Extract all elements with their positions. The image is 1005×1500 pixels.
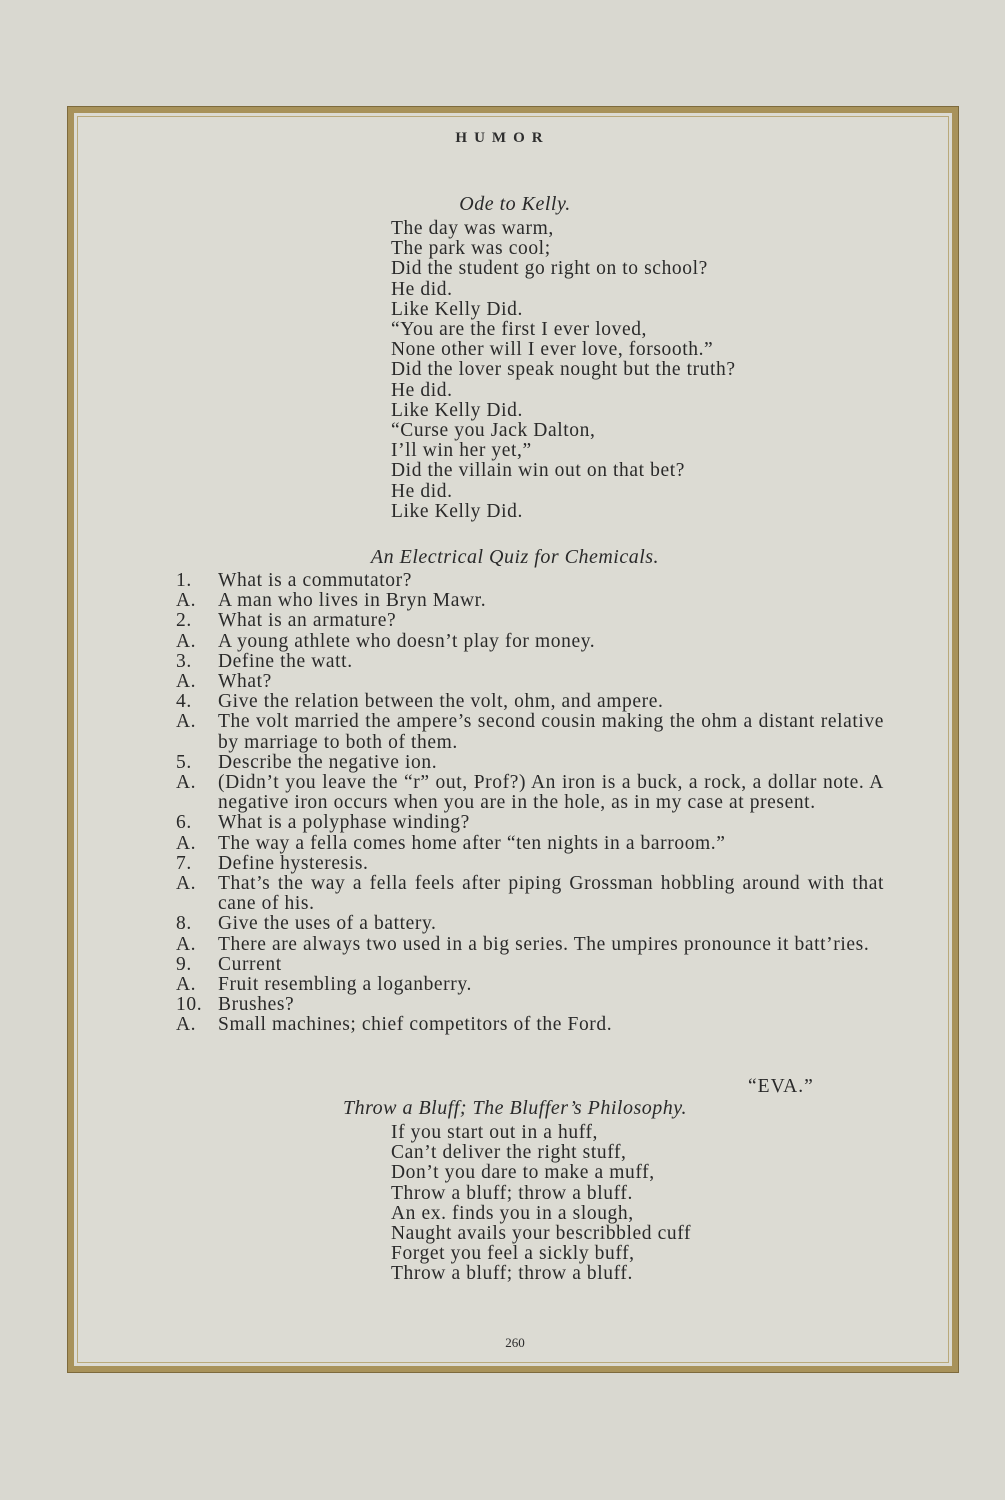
- verse-line: An ex. finds you in a slough,: [391, 1202, 634, 1224]
- quiz-item-text: (Didn’t you leave the “r” out, Prof?) An iron is a buck, a rock, a dollar note. A negative iron occurs when you are in the hole, as in my case at present.: [218, 772, 884, 814]
- quiz-item-label: 9.: [176, 953, 192, 975]
- quiz-item: [176, 914, 884, 934]
- verse-line: Like Kelly Did.: [391, 399, 523, 421]
- quiz-item-text: There are always two used in a big series. The umpires pronounce it batt’ries.: [218, 933, 870, 955]
- quiz-item-text: Describe the negative ion.: [218, 751, 438, 773]
- quiz-item-text: Current: [218, 953, 282, 975]
- quiz-item-label: A.: [176, 832, 197, 854]
- quiz-item-label: A.: [176, 974, 197, 996]
- quiz-item-label: 4.: [176, 691, 192, 713]
- bluff-verse: [391, 1123, 691, 1285]
- verse-line: He did.: [391, 278, 453, 300]
- quiz-item-label: 6.: [176, 812, 192, 834]
- verse-line: The day was warm,: [391, 218, 554, 239]
- quiz-item-label: A.: [176, 873, 197, 895]
- quiz-item-label: A.: [176, 933, 197, 955]
- quiz-item-text: Give the uses of a battery.: [218, 913, 437, 935]
- verse-line: Naught avails your bescribbled cuff: [391, 1223, 692, 1245]
- verse-line: Forget you feel a sickly buff,: [391, 1243, 635, 1265]
- quiz-item: [176, 611, 884, 631]
- verse-line: Don’t you dare to make a muff,: [391, 1162, 655, 1184]
- quiz-item: [176, 632, 884, 652]
- page-number: 260: [505, 1335, 525, 1350]
- quiz-item-text: A young athlete who doesn’t play for money.: [218, 630, 596, 652]
- quiz-item: [176, 672, 884, 692]
- verse-line: Like Kelly Did.: [391, 298, 523, 320]
- quiz-item: [176, 874, 884, 914]
- quiz-item-label: 1.: [176, 570, 192, 591]
- quiz-item: [176, 753, 884, 773]
- verse-line: If you start out in a huff,: [391, 1122, 599, 1143]
- verse-line: “You are the first I ever loved,: [391, 319, 648, 341]
- quiz-item-label: A.: [176, 711, 197, 733]
- quiz-item-text: A man who lives in Bryn Mawr.: [218, 590, 487, 612]
- quiz-item: [176, 591, 884, 611]
- quiz-item: [176, 995, 884, 1015]
- quiz-item-text: Fruit resembling a loganberry.: [218, 974, 472, 996]
- quiz-item-label: 7.: [176, 852, 192, 874]
- quiz-item: [176, 1015, 884, 1035]
- quiz-item: [176, 935, 884, 955]
- quiz-item: [176, 692, 884, 712]
- quiz-item-text: What is a commutator?: [218, 570, 412, 591]
- quiz-item-text: The volt married the ampere’s second cousin making the ohm a distant relative by marriage to both of them.: [218, 711, 884, 753]
- verse-line: Like Kelly Did.: [391, 500, 523, 522]
- quiz-item: [176, 773, 884, 813]
- quiz-item: [176, 712, 884, 752]
- quiz-signature: “EVA.”: [748, 1076, 814, 1097]
- verse-line: Throw a bluff; throw a bluff.: [391, 1263, 633, 1285]
- quiz-item-text: Small machines; chief competitors of the Ford.: [218, 1014, 613, 1036]
- quiz-item: [176, 854, 884, 874]
- verse-line: The park was cool;: [391, 238, 551, 260]
- quiz-item-label: A.: [176, 630, 197, 652]
- quiz-item: [176, 955, 884, 975]
- quiz-item-label: 3.: [176, 650, 192, 672]
- quiz-item-text: What?: [218, 671, 272, 693]
- verse-line: He did.: [391, 379, 453, 401]
- quiz-item-label: 5.: [176, 751, 192, 773]
- bluff-title: Throw a Bluff; The Bluffer’s Philosophy.: [342, 1097, 688, 1119]
- verse-line: Did the lover speak nought but the truth?: [391, 359, 736, 381]
- quiz-item-text: That’s the way a fella feels after piping Grossman hobbling around with that cane of his.: [218, 873, 884, 915]
- quiz-item-label: A.: [176, 772, 197, 794]
- verse-line: Can’t deliver the right stuff,: [391, 1142, 627, 1164]
- quiz-item-label: A.: [176, 1014, 197, 1036]
- quiz-item-text: The way a fella comes home after “ten nights in a barroom.”: [218, 832, 726, 854]
- quiz-item-text: What is an armature?: [218, 610, 397, 632]
- quiz-item: [176, 571, 884, 591]
- quiz-item-label: 2.: [176, 610, 192, 632]
- quiz-item-text: Define hysteresis.: [218, 852, 369, 874]
- quiz-item-label: 8.: [176, 913, 192, 935]
- verse-line: “Curse you Jack Dalton,: [391, 420, 596, 442]
- quiz-item-text: Give the relation between the volt, ohm, and ampere.: [218, 691, 664, 713]
- quiz-item-text: Define the watt.: [218, 650, 353, 672]
- quiz-item: [176, 813, 884, 833]
- quiz-item-label: A.: [176, 671, 197, 693]
- verse-line: He did.: [391, 480, 453, 502]
- quiz-item: [176, 975, 884, 995]
- ode-verse: [391, 219, 736, 522]
- verse-line: Did the student go right on to school?: [391, 258, 708, 280]
- quiz-item-text: Brushes?: [218, 994, 295, 1016]
- ode-title: Ode to Kelly.: [459, 193, 571, 215]
- quiz-title: An Electrical Quiz for Chemicals.: [370, 546, 660, 568]
- quiz-item-text: What is a polyphase winding?: [218, 812, 470, 834]
- quiz-item: [176, 834, 884, 854]
- quiz-item-label: A.: [176, 590, 197, 612]
- quiz-list: [176, 571, 884, 1036]
- quiz-item-label: 10.: [176, 994, 203, 1016]
- verse-line: Did the villain win out on that bet?: [391, 460, 686, 482]
- verse-line: Throw a bluff; throw a bluff.: [391, 1182, 633, 1204]
- running-header: HUMOR: [455, 130, 550, 146]
- quiz-item: [176, 652, 884, 672]
- verse-line: None other will I ever love, forsooth.”: [391, 339, 714, 361]
- verse-line: I’ll win her yet,”: [391, 440, 532, 462]
